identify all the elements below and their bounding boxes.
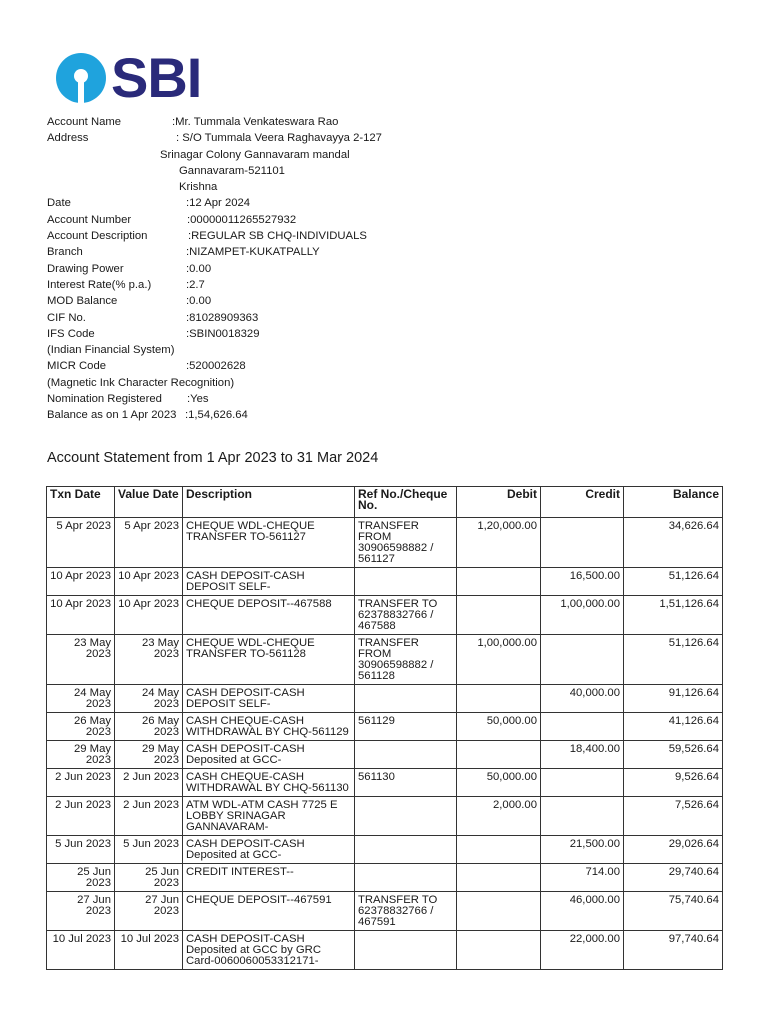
- account-description-value: :REGULAR SB CHQ-INDIVIDUALS: [188, 230, 367, 243]
- table-row: [47, 931, 723, 970]
- txn-date-cell: 23 May 2023: [47, 635, 115, 685]
- credit-cell: 21,500.00: [541, 836, 624, 864]
- table-row: [47, 596, 723, 635]
- header-description: Description: [183, 487, 355, 518]
- header-balance: Balance: [624, 487, 723, 518]
- debit-cell: [457, 892, 541, 931]
- ref-cell: [355, 685, 457, 713]
- header-credit: Credit: [541, 487, 624, 518]
- branch-label: Branch: [47, 246, 83, 259]
- debit-cell: [457, 836, 541, 864]
- description-cell: CASH CHEQUE-CASH WITHDRAWAL BY CHQ-561130: [183, 769, 355, 797]
- debit-cell: 1,20,000.00: [457, 518, 541, 568]
- txn-date-cell: 29 May 2023: [47, 741, 115, 769]
- credit-cell: 1,00,000.00: [541, 596, 624, 635]
- ref-cell: TRANSFER FROM 30906598882 / 561127: [355, 518, 457, 568]
- credit-cell: [541, 635, 624, 685]
- credit-cell: 46,000.00: [541, 892, 624, 931]
- micr-note: (Magnetic Ink Character Recognition): [47, 376, 235, 389]
- ref-cell: 561130: [355, 769, 457, 797]
- ref-cell: [355, 797, 457, 836]
- opening-balance-value: :1,54,626.64: [185, 409, 248, 422]
- debit-cell: 1,00,000.00: [457, 635, 541, 685]
- cif-value: :81028909363: [186, 311, 259, 324]
- txn-date-cell: 10 Apr 2023: [47, 596, 115, 635]
- description-cell: CASH CHEQUE-CASH WITHDRAWAL BY CHQ-561129: [183, 713, 355, 741]
- balance-cell: 9,526.64: [624, 769, 723, 797]
- account-number-value: :00000011265527932: [187, 213, 297, 226]
- header-txn-date: Txn Date: [47, 487, 115, 518]
- sbi-wordmark: SBI: [111, 46, 202, 109]
- mod-balance-label: MOD Balance: [47, 295, 118, 308]
- credit-cell: [541, 797, 624, 836]
- account-description-label: Account Description: [47, 230, 148, 243]
- balance-cell: 97,740.64: [624, 931, 723, 970]
- description-cell: ATM WDL-ATM CASH 7725 E LOBBY SRINAGAR GANNAVARAM-: [183, 797, 355, 836]
- table-row: [47, 713, 723, 741]
- table-row: [47, 892, 723, 931]
- txn-date-cell: 2 Jun 2023: [47, 797, 115, 836]
- credit-cell: [541, 713, 624, 741]
- mod-balance-value: :0.00: [186, 295, 212, 308]
- value-date-cell: 5 Jun 2023: [115, 836, 183, 864]
- balance-cell: 91,126.64: [624, 685, 723, 713]
- ifs-value: :SBIN0018329: [186, 327, 260, 340]
- description-cell: CREDIT INTEREST--: [183, 864, 355, 892]
- debit-cell: 2,000.00: [457, 797, 541, 836]
- interest-rate-value: :2.7: [186, 278, 205, 291]
- branch-value: :NIZAMPET-KUKATPALLY: [186, 246, 320, 259]
- address-line-1: : S/O Tummala Veera Raghavayya 2-127: [176, 132, 382, 145]
- header-debit: Debit: [457, 487, 541, 518]
- description-cell: CASH DEPOSIT-CASH Deposited at GCC-: [183, 741, 355, 769]
- balance-cell: 34,626.64: [624, 518, 723, 568]
- credit-cell: 18,400.00: [541, 741, 624, 769]
- balance-cell: 51,126.64: [624, 568, 723, 596]
- ref-cell: [355, 864, 457, 892]
- address-line-3: Gannavaram-521101: [179, 164, 285, 177]
- debit-cell: [457, 596, 541, 635]
- credit-cell: 40,000.00: [541, 685, 624, 713]
- header-ref: Ref No./Cheque No.: [355, 487, 457, 518]
- account-number-label: Account Number: [47, 213, 132, 226]
- balance-cell: 41,126.64: [624, 713, 723, 741]
- credit-cell: 16,500.00: [541, 568, 624, 596]
- txn-date-cell: 10 Apr 2023: [47, 568, 115, 596]
- opening-balance-label: Balance as on 1 Apr 2023: [47, 409, 177, 422]
- value-date-cell: 24 May 2023: [115, 685, 183, 713]
- ifs-note: (Indian Financial System): [47, 344, 175, 357]
- description-cell: CHEQUE WDL-CHEQUE TRANSFER TO-561128: [183, 635, 355, 685]
- value-date-cell: 25 Jun 2023: [115, 864, 183, 892]
- value-date-cell: 27 Jun 2023: [115, 892, 183, 931]
- cif-label: CIF No.: [47, 311, 86, 324]
- txn-date-cell: 5 Jun 2023: [47, 836, 115, 864]
- debit-cell: [457, 685, 541, 713]
- balance-cell: 29,026.64: [624, 836, 723, 864]
- sbi-logo: [55, 46, 202, 109]
- txn-date-cell: 26 May 2023: [47, 713, 115, 741]
- value-date-cell: 23 May 2023: [115, 635, 183, 685]
- value-date-cell: 10 Apr 2023: [115, 568, 183, 596]
- drawing-power-label: Drawing Power: [47, 262, 124, 275]
- description-cell: CHEQUE WDL-CHEQUE TRANSFER TO-561127: [183, 518, 355, 568]
- address-line-2: Srinagar Colony Gannavaram mandal: [160, 148, 350, 161]
- table-row: [47, 797, 723, 836]
- address-line-4: Krishna: [179, 181, 218, 194]
- ref-cell: [355, 836, 457, 864]
- date-label: Date: [47, 197, 71, 210]
- value-date-cell: 29 May 2023: [115, 741, 183, 769]
- value-date-cell: 2 Jun 2023: [115, 797, 183, 836]
- table-row: [47, 635, 723, 685]
- description-cell: CASH DEPOSIT-CASH Deposited at GCC-: [183, 836, 355, 864]
- micr-value: :520002628: [186, 360, 246, 373]
- debit-cell: 50,000.00: [457, 769, 541, 797]
- debit-cell: [457, 568, 541, 596]
- sbi-keyhole-icon: [55, 52, 107, 104]
- ref-cell: [355, 931, 457, 970]
- txn-date-cell: 5 Apr 2023: [47, 518, 115, 568]
- balance-cell: 75,740.64: [624, 892, 723, 931]
- txn-date-cell: 27 Jun 2023: [47, 892, 115, 931]
- interest-rate-label: Interest Rate(% p.a.): [47, 278, 152, 291]
- table-row: [47, 864, 723, 892]
- description-cell: CHEQUE DEPOSIT--467591: [183, 892, 355, 931]
- table-row: [47, 836, 723, 864]
- micr-label: MICR Code: [47, 360, 107, 373]
- ref-cell: [355, 568, 457, 596]
- balance-cell: 51,126.64: [624, 635, 723, 685]
- ifs-label: IFS Code: [47, 327, 95, 340]
- txn-date-cell: 25 Jun 2023: [47, 864, 115, 892]
- table-row: [47, 518, 723, 568]
- value-date-cell: 5 Apr 2023: [115, 518, 183, 568]
- nomination-label: Nomination Registered: [47, 393, 162, 406]
- ref-cell: TRANSFER FROM 30906598882 / 561128: [355, 635, 457, 685]
- txn-date-cell: 10 Jul 2023: [47, 931, 115, 970]
- table-row: [47, 568, 723, 596]
- ref-cell: TRANSFER TO 62378832766 / 467588: [355, 596, 457, 635]
- table-header-row: [47, 487, 723, 518]
- debit-cell: [457, 741, 541, 769]
- address-label: Address: [47, 132, 89, 145]
- balance-cell: 1,51,126.64: [624, 596, 723, 635]
- txn-date-cell: 2 Jun 2023: [47, 769, 115, 797]
- value-date-cell: 2 Jun 2023: [115, 769, 183, 797]
- table-row: [47, 769, 723, 797]
- date-value: :12 Apr 2024: [186, 197, 251, 210]
- balance-cell: 7,526.64: [624, 797, 723, 836]
- debit-cell: 50,000.00: [457, 713, 541, 741]
- nomination-value: :Yes: [187, 393, 209, 406]
- drawing-power-value: :0.00: [186, 262, 212, 275]
- txn-date-cell: 24 May 2023: [47, 685, 115, 713]
- ref-cell: TRANSFER TO 62378832766 / 467591: [355, 892, 457, 931]
- description-cell: CASH DEPOSIT-CASH DEPOSIT SELF-: [183, 568, 355, 596]
- credit-cell: [541, 769, 624, 797]
- value-date-cell: 26 May 2023: [115, 713, 183, 741]
- debit-cell: [457, 864, 541, 892]
- description-cell: CASH DEPOSIT-CASH Deposited at GCC by GRC Card-0060060053312171-: [183, 931, 355, 970]
- debit-cell: [457, 931, 541, 970]
- credit-cell: 714.00: [541, 864, 624, 892]
- value-date-cell: 10 Apr 2023: [115, 596, 183, 635]
- value-date-cell: 10 Jul 2023: [115, 931, 183, 970]
- credit-cell: [541, 518, 624, 568]
- header-value-date: Value Date: [115, 487, 183, 518]
- description-cell: CHEQUE DEPOSIT--467588: [183, 596, 355, 635]
- description-cell: CASH DEPOSIT-CASH DEPOSIT SELF-: [183, 685, 355, 713]
- statement-title: Account Statement from 1 Apr 2023 to 31 Mar 2024: [47, 450, 379, 466]
- transactions-table: [46, 486, 723, 970]
- table-row: [47, 685, 723, 713]
- transactions-body: [47, 518, 723, 970]
- account-name-value: :Mr. Tummala Venkateswara Rao: [172, 116, 339, 128]
- balance-cell: 29,740.64: [624, 864, 723, 892]
- credit-cell: 22,000.00: [541, 931, 624, 970]
- balance-cell: 59,526.64: [624, 741, 723, 769]
- ref-cell: [355, 741, 457, 769]
- ref-cell: 561129: [355, 713, 457, 741]
- table-row: [47, 741, 723, 769]
- account-name-label: Account Name: [47, 116, 122, 128]
